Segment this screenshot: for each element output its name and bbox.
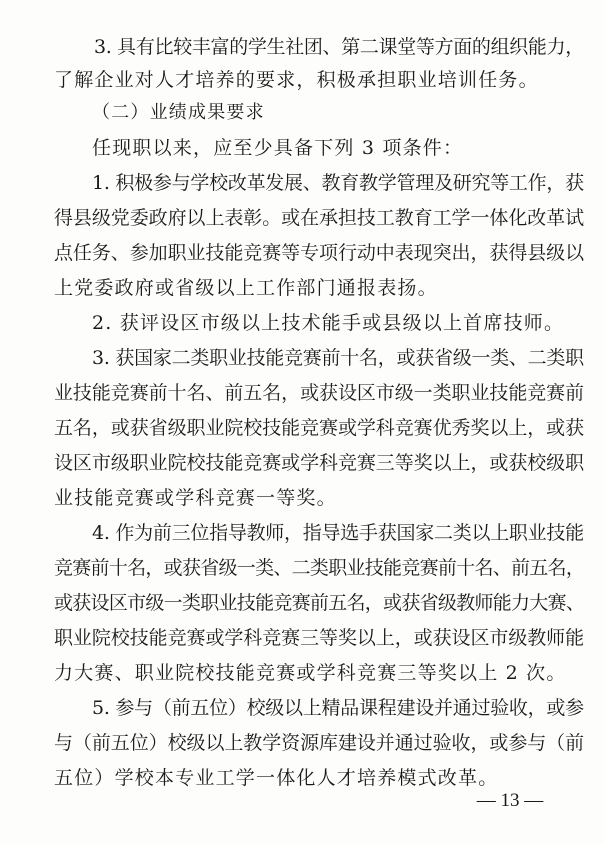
text-line: 了解企业对人才培养的要求，积极承担职业培训任务。 (54, 69, 539, 91)
text-line: 或获设区市级一类职业技能竞赛前五名，或获省级教师能力大赛、 (54, 592, 585, 614)
text-line: 上党委政府或省级以上工作部门通报表扬。 (54, 277, 438, 299)
text-line: 3. 具有比较丰富的学生社团、第二课堂等方面的组织能力， (94, 36, 584, 58)
section-heading: （二）业绩成果要求 (92, 102, 265, 123)
text-line: 5. 参与（前五位）校级以上精品课程建设并通过验收，或参 (92, 697, 584, 719)
text-line: 业技能竞赛前十名、前五名，或获设区市级一类职业技能竞赛前 (54, 382, 585, 404)
text-line: 五位）学校本专业工学一体化人才培养模式改革。 (54, 767, 499, 789)
text-line: 五名，或获省级职业院校技能竞赛或学科竞赛优秀奖以上，或获 (54, 417, 585, 439)
text-line: 4. 作为前三位指导教师，指导选手获国家二类以上职业技能 (92, 522, 584, 544)
text-line: 任现职以来，应至少具备下列 3 项条件： (92, 137, 464, 159)
text-line: 得县级党委政府以上表彰。或在承担技工教育工学一体化改革试 (54, 207, 585, 229)
text-line: 职业院校技能竞赛或学科竞赛三等奖以上，或获设区市级教师能 (54, 627, 585, 649)
text-line: 2. 获评设区市级以上技术能手或县级以上首席技师。 (92, 312, 565, 334)
text-line: 竞赛前十名，或获省级一类、二类职业技能竞赛前十名、前五名， (54, 557, 585, 579)
text-line: 3. 获国家二类职业技能竞赛前十名，或获省级一类、二类职 (92, 347, 584, 369)
text-line: 与（前五位）校级以上教学资源库建设并通过验收，或参与（前 (54, 732, 585, 754)
text-line: 1. 积极参与学校改革发展、教育教学管理及研究等工作，获 (92, 172, 584, 194)
text-line: 力大赛、职业院校技能竞赛或学科竞赛三等奖以上 2 次。 (54, 662, 567, 684)
text-line: 设区市级职业院校技能竞赛或学科竞赛三等奖以上，或获校级职 (54, 452, 585, 474)
text-line: 业技能竞赛或学科竞赛一等奖。 (54, 487, 337, 509)
text-line: 点任务、参加职业技能竞赛等专项行动中表现突出，获得县级以 (54, 242, 585, 264)
page-number: — 13 — (476, 790, 544, 811)
